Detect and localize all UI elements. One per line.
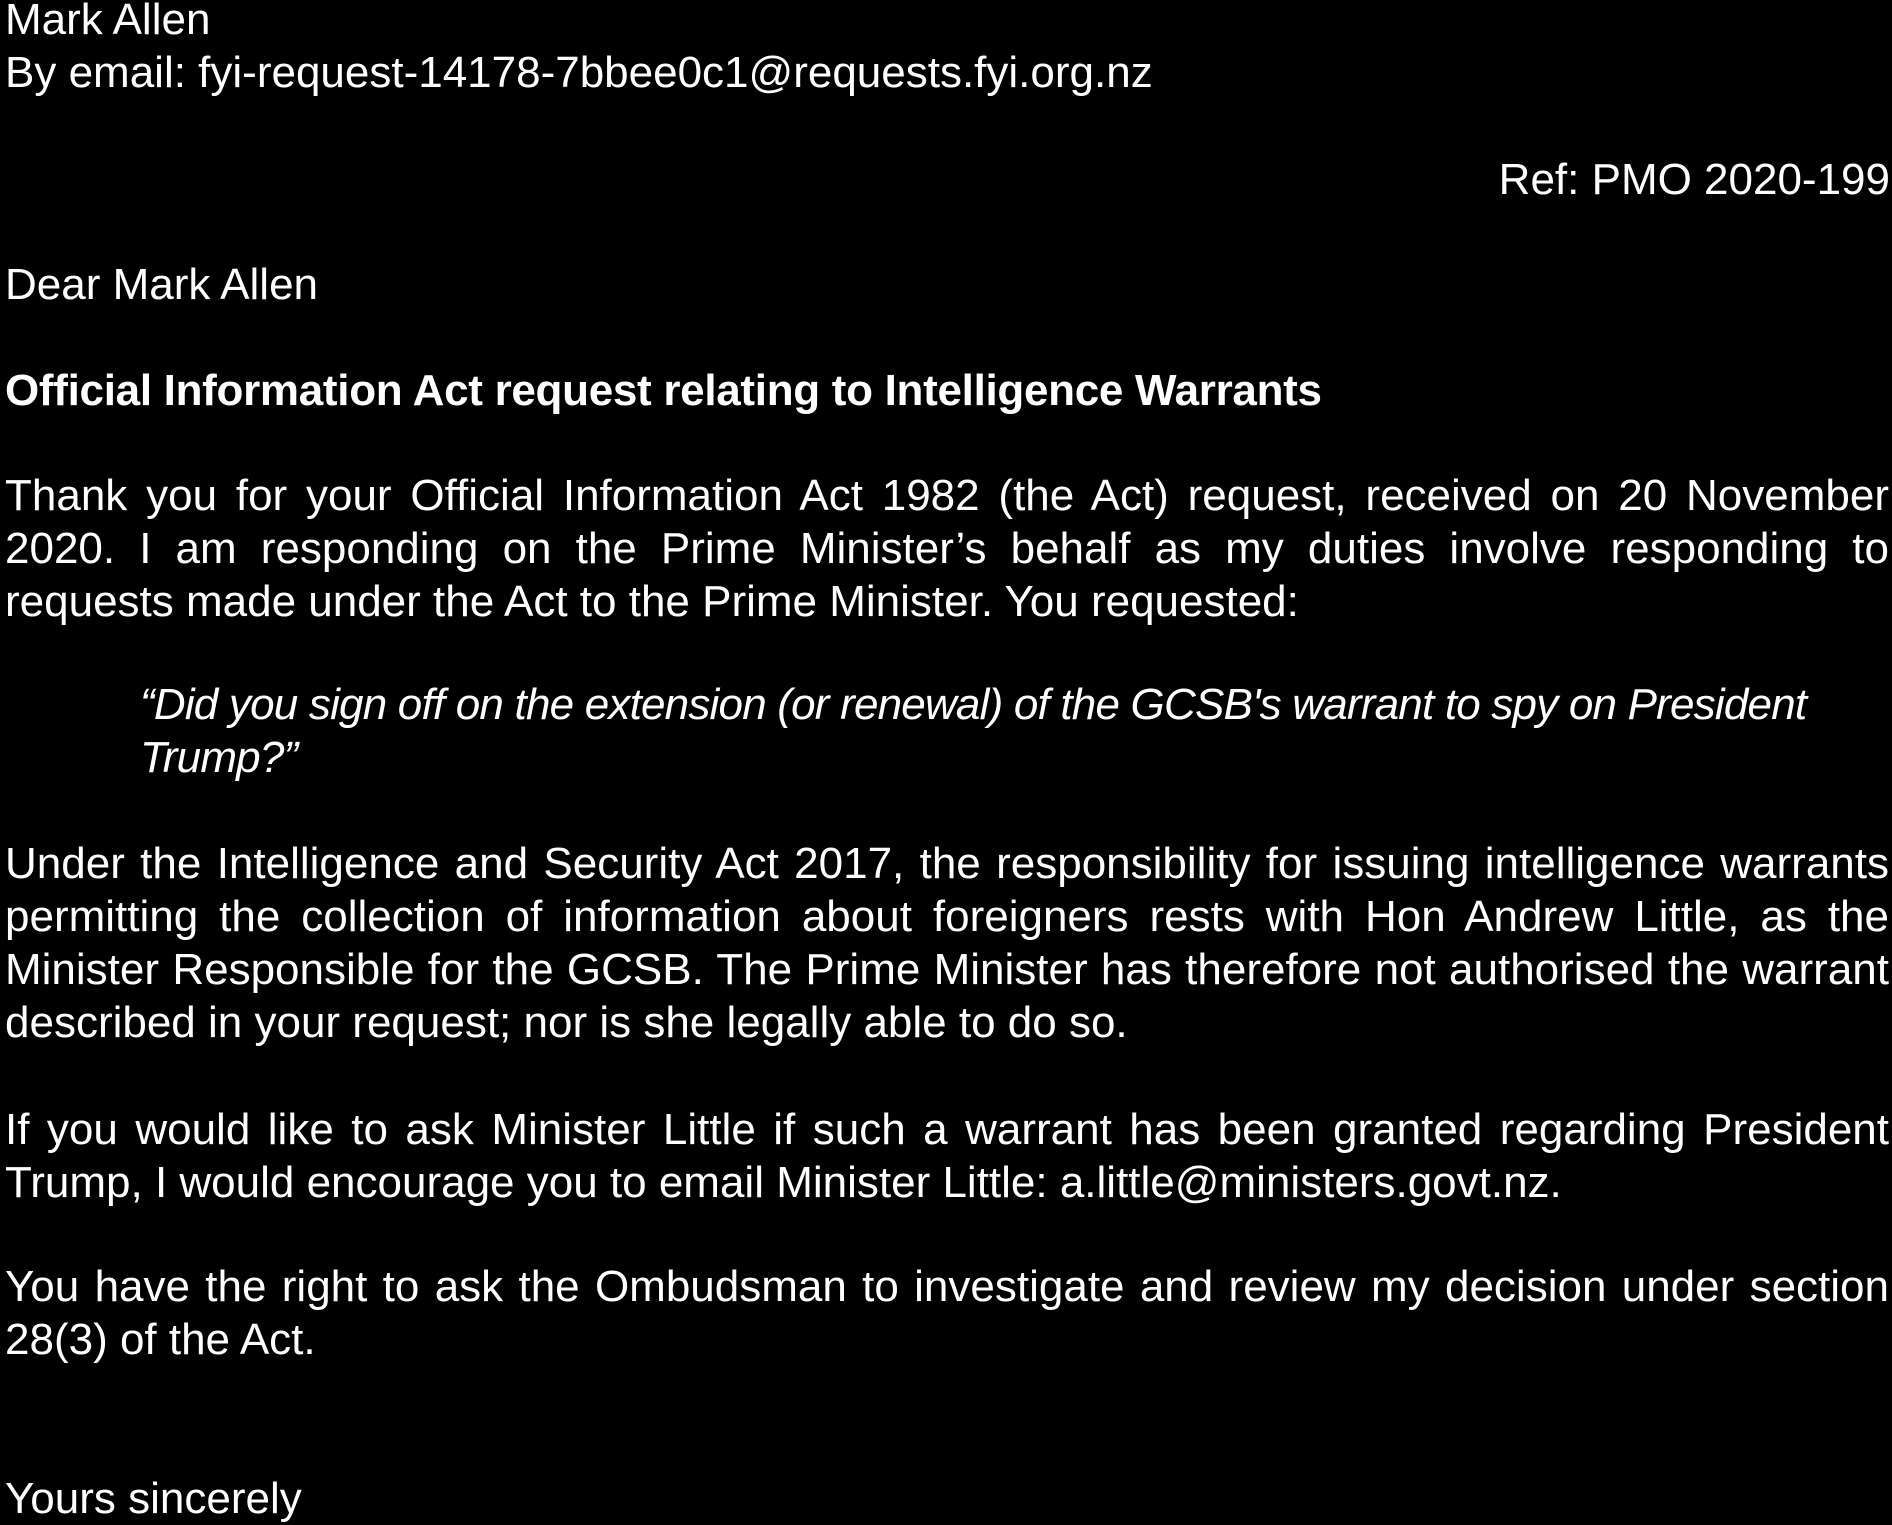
request-quote: “Did you sign off on the extension (or renewal) of the GCSB's warrant to spy on President Trump?”: [140, 680, 1807, 782]
reference-number: Ref: PMO 2020-199: [1498, 155, 1890, 204]
intro-paragraph: Thank you for your Official Information Act 1982 (the Act) request, received on 20 November 2020. I am responding on the Prime Minister’s behalf as my duties involve responding to requests made under the Act to the Prime Minister. You requested:: [5, 471, 1889, 626]
ombudsman-paragraph: You have the right to ask the Ombudsman to investigate and review my decision under section 28(3) of the Act.: [5, 1262, 1889, 1364]
response-paragraph: Under the Intelligence and Security Act 2017, the responsibility for issuing intelligence warrants permitting the collection of information about foreigners rests with Hon Andrew Little, as the Minister Responsible for the GCSB. The Prime Minister has therefore not authorised the warrant described in your request; nor is she legally able to do so.: [5, 839, 1889, 1047]
salutation: Dear Mark Allen: [5, 260, 319, 309]
closing: Yours sincerely: [5, 1474, 302, 1523]
recipient-email: By email: fyi-request-14178-7bbee0c1@requests.fyi.org.nz: [5, 48, 1153, 97]
referral-paragraph: If you would like to ask Minister Little if such a warrant has been granted regarding President Trump, I would encourage you to email Minister Little: a.little@ministers.govt.nz.: [5, 1105, 1889, 1207]
subject-heading: Official Information Act request relating to Intelligence Warrants: [5, 366, 1322, 415]
recipient-name: Mark Allen: [5, 0, 211, 44]
